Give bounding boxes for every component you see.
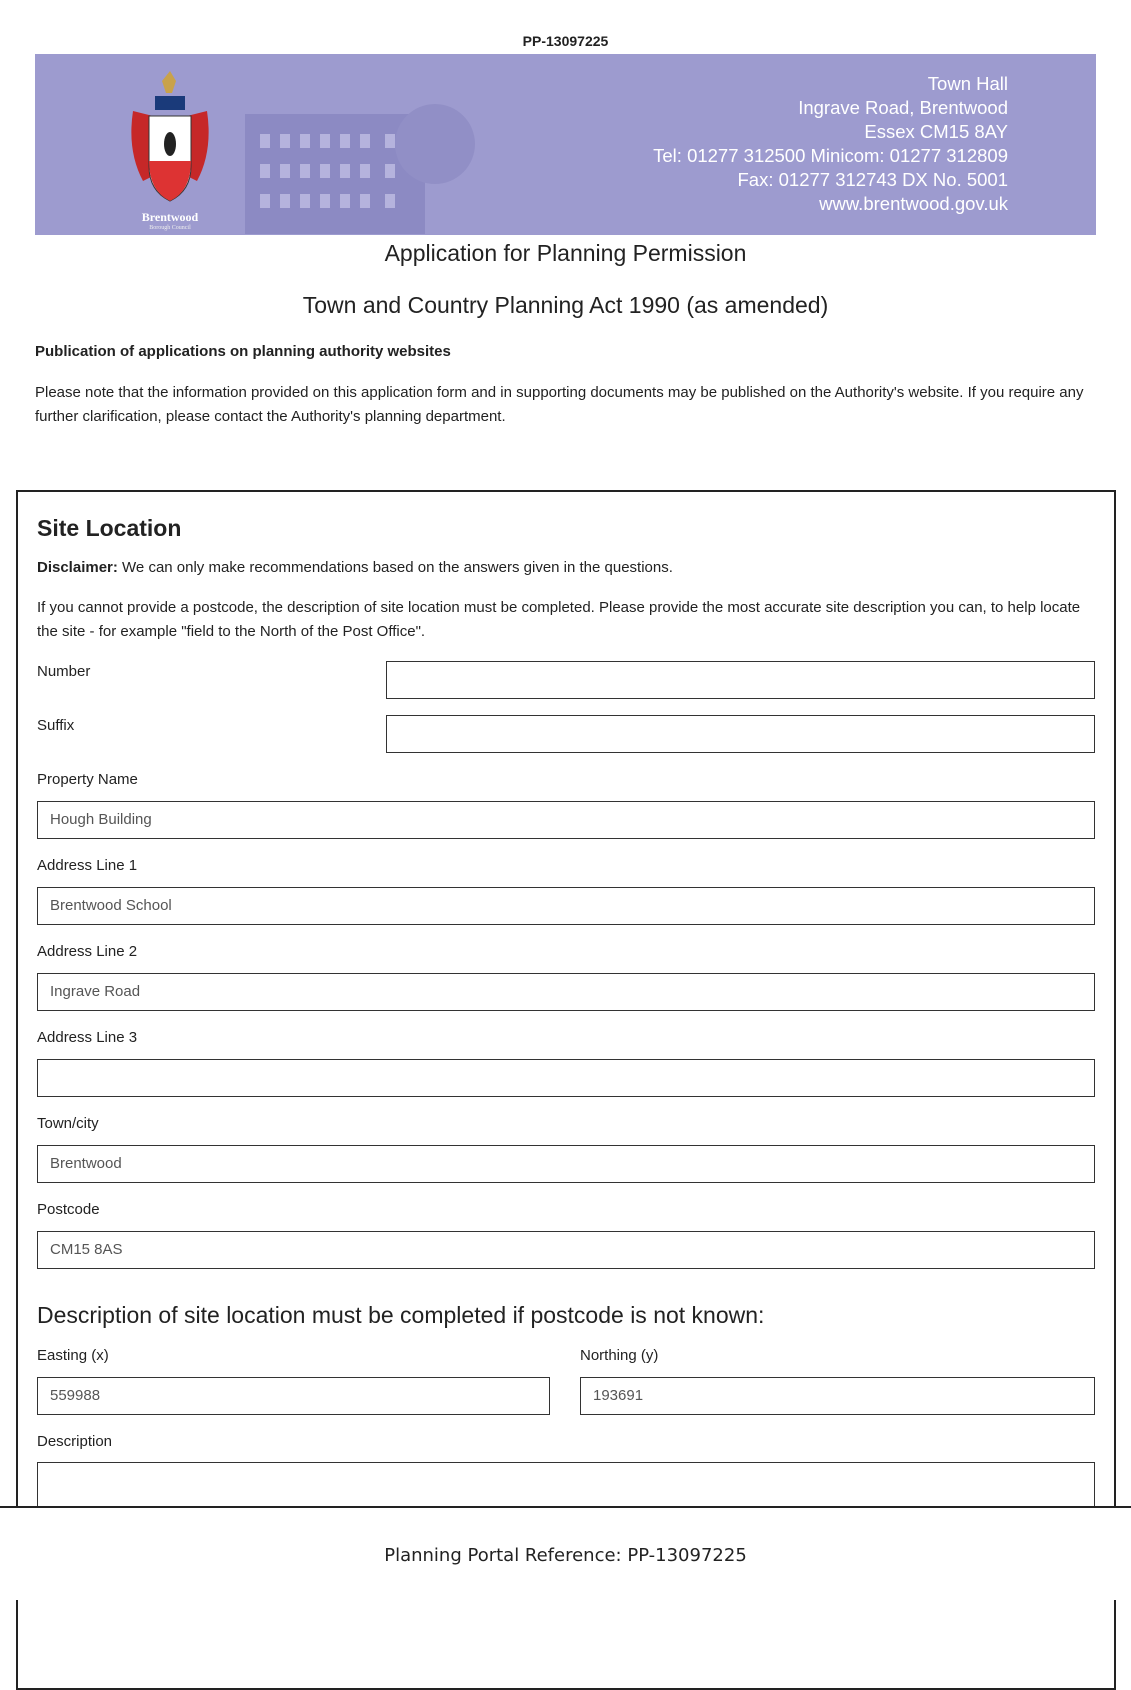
northing-input[interactable]: 193691 [580,1377,1095,1415]
suffix-label: Suffix [37,717,75,734]
address-line-2-label: Address Line 2 [37,943,138,960]
document-title: Application for Planning Permission [384,240,747,266]
footer-reference: Planning Portal Reference: PP-13097225 [384,1545,747,1566]
address-line-1-label: Address Line 1 [37,857,138,874]
property-name-label: Property Name [37,771,138,788]
disclaimer-label: Disclaimer: [37,559,118,576]
postcode-input[interactable]: CM15 8AS [37,1231,1095,1269]
description-label: Description [37,1433,113,1450]
section-heading: Site Location [37,515,182,541]
suffix-input[interactable] [386,715,1095,753]
publication-heading: Publication of applications on planning authority websites [35,343,451,360]
address-line-3-label: Address Line 3 [37,1029,138,1046]
disclaimer [37,556,1097,580]
address-line-3-input[interactable] [37,1059,1095,1097]
town-hall-image [235,74,495,234]
contact-website: www.brentwood.gov.uk [819,193,1008,214]
description-heading: Description of site location must be completed if postcode is not known: [37,1302,765,1328]
contact-line: Tel: 01277 312500 Minicom: 01277 312809 [653,145,1008,166]
number-label: Number [37,663,91,680]
address-line-1-input[interactable]: Brentwood School [37,887,1095,925]
northing-label: Northing (y) [580,1347,659,1364]
disclaimer-text: We can only make recommendations based on the answers given in the questions. [117,559,673,576]
contact-line: Essex CM15 8AY [864,121,1008,142]
document-subtitle: Town and Country Planning Act 1990 (as amended) [302,292,829,318]
number-input[interactable] [386,661,1095,699]
council-contact-details [653,72,1008,216]
town-input[interactable]: Brentwood [37,1145,1095,1183]
publication-text: Please note that the information provided on this application form and in supporting documents may be published on the Authority's website. If you require any further clarification, please contact the Authority's planning department. [35,384,1084,425]
instructions: If you cannot provide a postcode, the description of site location must be completed. Please provide the most accurate site description you can, to help locate the site - for example "field to the North of the Post Office". [37,599,1081,640]
contact-line: Town Hall [927,73,1008,94]
contact-line: Ingrave Road, Brentwood [798,97,1008,118]
contact-line: Fax: 01277 312743 DX No. 5001 [737,169,1008,190]
council-banner [35,54,1096,235]
svg-text:Brentwood: Brentwood [141,210,199,224]
property-name-input[interactable]: Hough Building [37,801,1095,839]
postcode-label: Postcode [37,1201,100,1218]
reference-number: PP-13097225 [522,33,609,49]
address-line-2-input[interactable]: Ingrave Road [37,973,1095,1011]
council-crest-logo [125,66,215,231]
easting-input[interactable]: 559988 [37,1377,550,1415]
svg-text:Borough Council: Borough Council [149,225,191,231]
easting-label: Easting (x) [37,1347,109,1364]
town-label: Town/city [37,1115,99,1132]
